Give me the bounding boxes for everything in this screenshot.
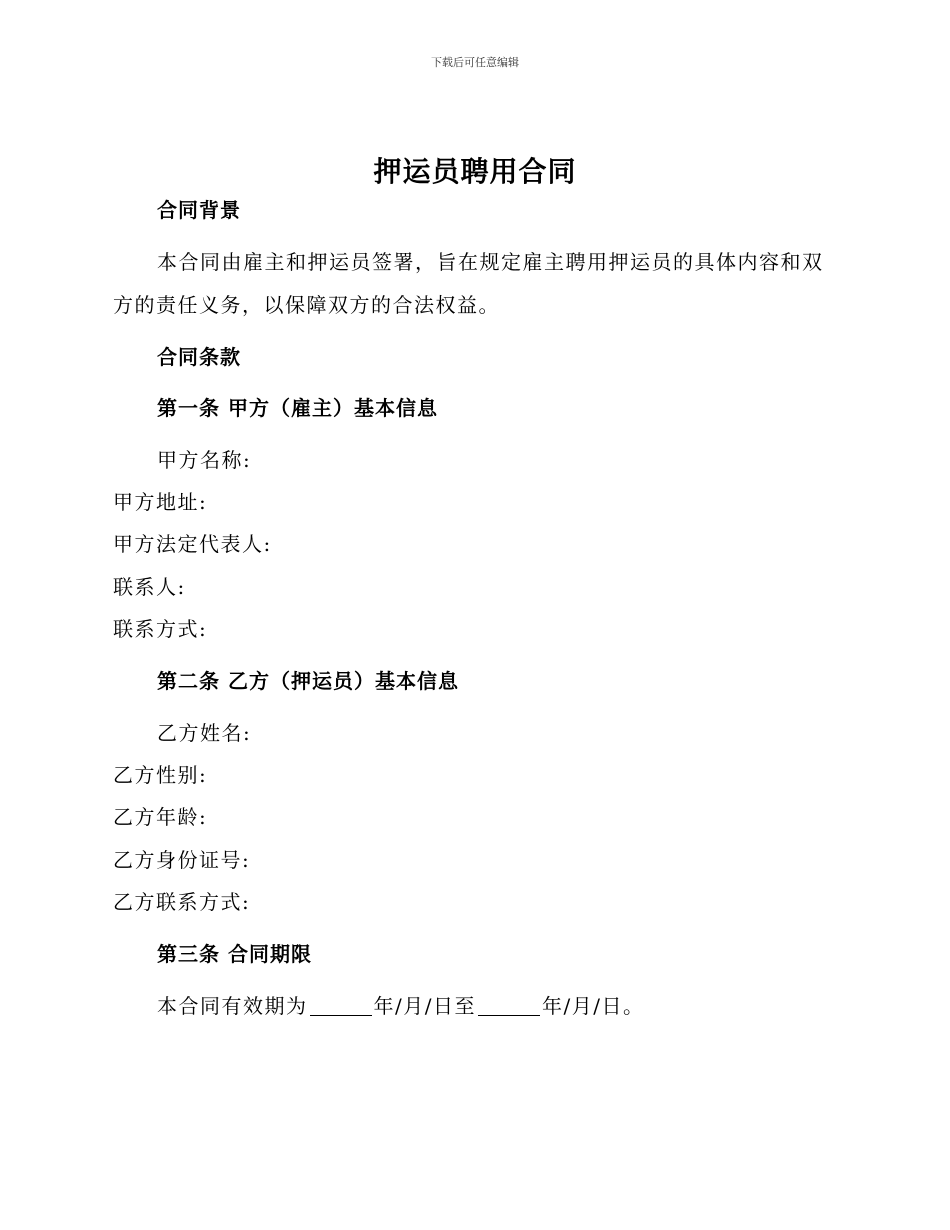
party-a-contact-info-field: 联系方式: bbox=[113, 617, 208, 641]
party-b-age-field: 乙方年龄: bbox=[113, 805, 208, 829]
section-heading-background: 合同背景 bbox=[157, 198, 241, 222]
article-2-heading: 第二条 乙方（押运员）基本信息 bbox=[157, 669, 459, 693]
party-b-gender-field: 乙方性别: bbox=[113, 763, 208, 787]
background-paragraph-line-1: 本合同由雇主和押运员签署，旨在规定雇主聘用押运员的具体内容和双 bbox=[157, 250, 824, 274]
party-a-legal-rep-field: 甲方法定代表人: bbox=[113, 532, 272, 556]
article-3-heading: 第三条 合同期限 bbox=[157, 942, 312, 966]
contract-term-text-a: 本合同有效期为 bbox=[157, 994, 308, 1018]
party-a-contact-person-field: 联系人: bbox=[113, 575, 186, 599]
contract-term-text-b: 年/月/日至 bbox=[373, 994, 476, 1018]
article-1-heading: 第一条 甲方（雇主）基本信息 bbox=[157, 396, 438, 420]
header-note: 下载后可任意编辑 bbox=[431, 56, 519, 69]
document-title: 押运员聘用合同 bbox=[373, 155, 577, 188]
party-a-address-field: 甲方地址: bbox=[113, 490, 208, 514]
start-date-blank bbox=[310, 997, 372, 1016]
party-b-name-field: 乙方姓名: bbox=[157, 721, 252, 745]
party-b-contact-info-field: 乙方联系方式: bbox=[113, 890, 251, 914]
party-b-id-number-field: 乙方身份证号: bbox=[113, 848, 251, 872]
background-paragraph-line-2: 方的责任义务，以保障双方的合法权益。 bbox=[113, 293, 500, 317]
party-a-name-field: 甲方名称: bbox=[157, 448, 252, 472]
end-date-blank bbox=[478, 997, 540, 1016]
contract-term-line bbox=[157, 996, 644, 1016]
section-heading-terms: 合同条款 bbox=[157, 345, 241, 369]
contract-term-text-c: 年/月/日。 bbox=[541, 994, 645, 1018]
